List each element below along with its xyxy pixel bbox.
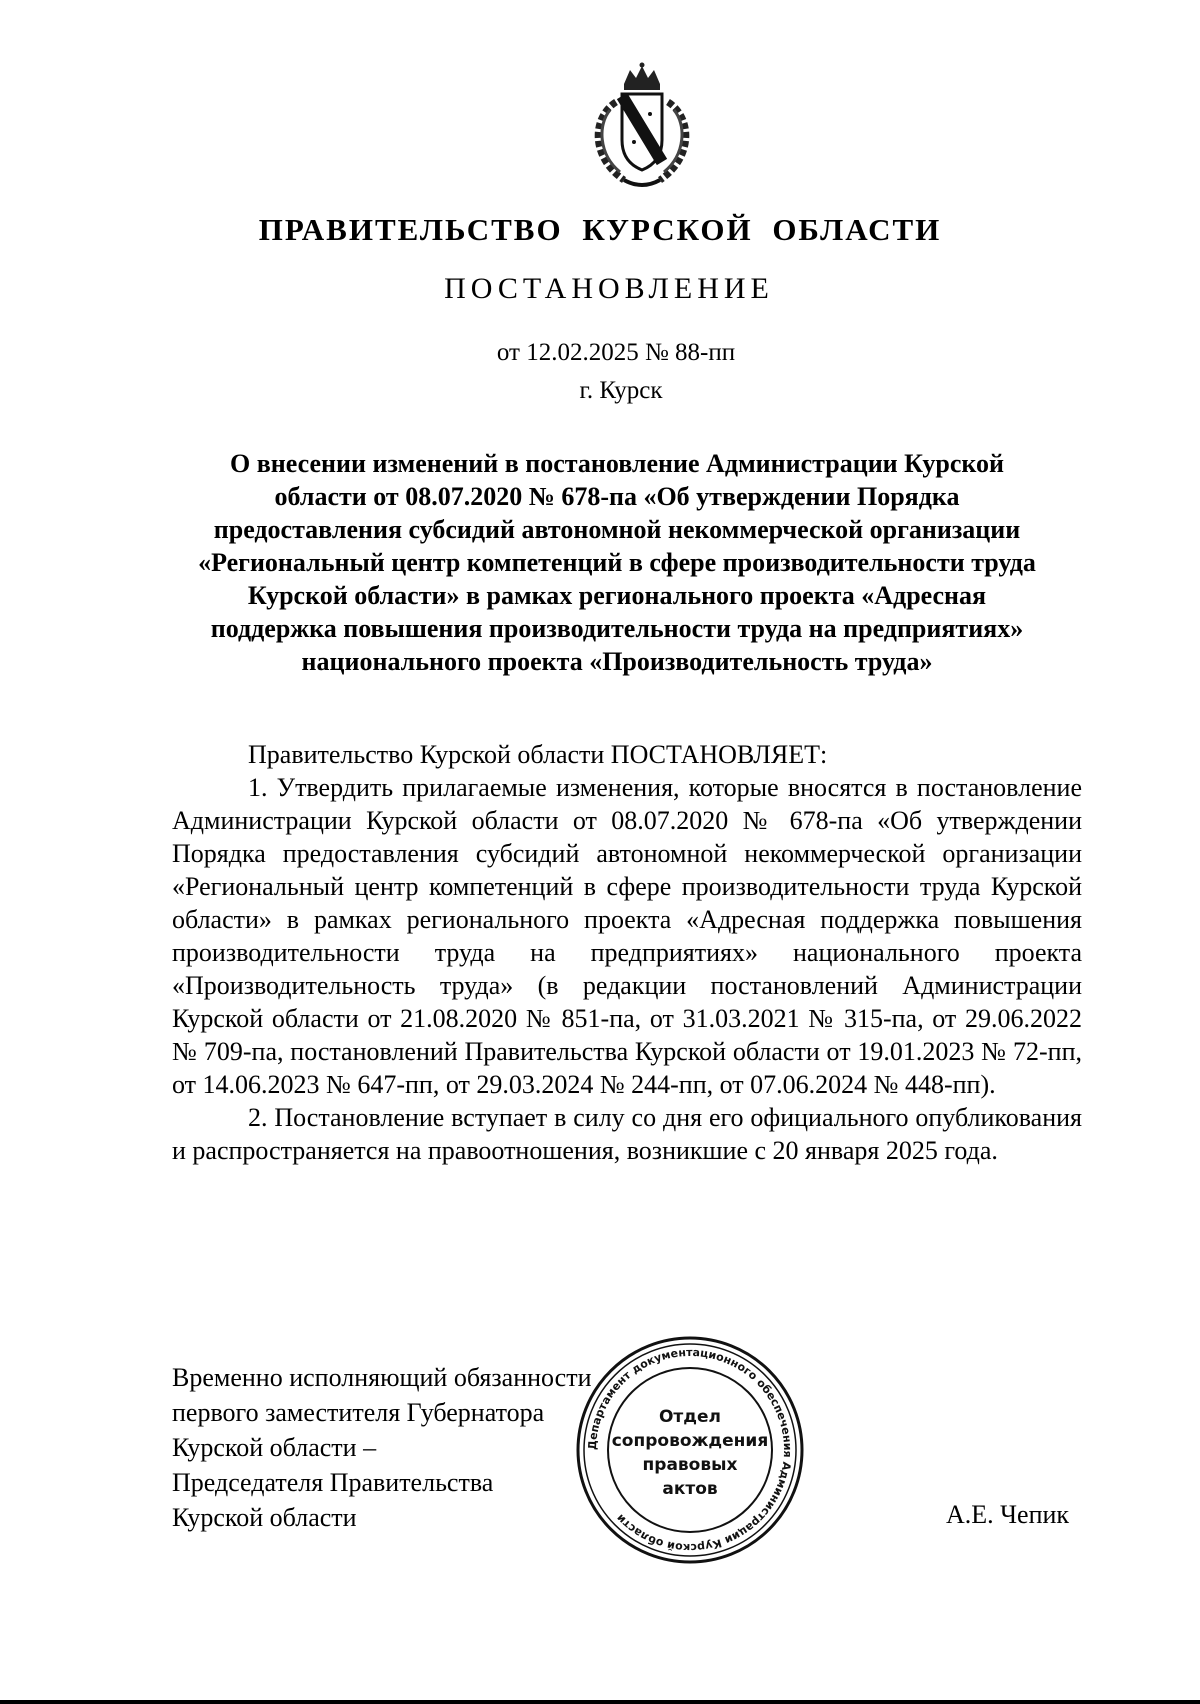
signatory-position-line: Временно исполняющий обязанности bbox=[172, 1363, 592, 1392]
signatory-position-line: Курской области – bbox=[172, 1433, 377, 1462]
signatory-position-line: первого заместителя Губернатора bbox=[172, 1398, 545, 1427]
decree-city: г. Курск bbox=[579, 377, 663, 404]
subject-line: предоставления субсидий автономной некоммерческой организации bbox=[213, 515, 1021, 544]
subject-line: области от 08.07.2020 № 678-па «Об утверждении Порядка bbox=[274, 482, 960, 511]
signatory-position-line: Председателя Правительства bbox=[172, 1468, 494, 1497]
stamp-ring-text: Департамент документационного обеспечения Администрации Курской области bbox=[585, 1345, 795, 1555]
subject-line: «Региональный центр компетенций в сфере производительности труда bbox=[198, 548, 1036, 577]
subject-line: поддержка повышения производительности труда на предприятиях» bbox=[210, 614, 1024, 643]
document-type-title: ПОСТАНОВЛЕНИЕ bbox=[444, 272, 774, 305]
body-item-2: 2. Постановление вступает в силу со дня его официального опубликования и распространяется на правоотношения, возникшие с 20 января 2025 года. bbox=[172, 1103, 1082, 1165]
coat-of-arms-emblem bbox=[572, 62, 712, 192]
official-stamp bbox=[570, 1330, 810, 1570]
stamp-center-line: правовых bbox=[642, 1455, 738, 1475]
decree-subject bbox=[160, 447, 1074, 678]
subject-line: О внесении изменений в постановление Администрации Курской bbox=[230, 449, 1004, 478]
government-title: ПРАВИТЕЛЬСТВО КУРСКОЙ ОБЛАСТИ bbox=[258, 212, 942, 247]
signatory-name: А.Е. Чепик bbox=[946, 1500, 1070, 1529]
signatory-position-line: Курской области bbox=[172, 1503, 357, 1532]
body-intro: Правительство Курской области ПОСТАНОВЛЯЕТ: bbox=[248, 740, 828, 769]
page-bottom-edge bbox=[0, 1700, 1200, 1704]
decree-date-number: от 12.02.2025 № 88-пп bbox=[496, 339, 736, 366]
stamp-center-line: актов bbox=[662, 1479, 718, 1499]
stamp-center-line: сопровождения bbox=[611, 1431, 769, 1451]
subject-line: Курской области» в рамках регионального проекта «Адресная bbox=[247, 581, 987, 610]
decree-body bbox=[172, 738, 1082, 1167]
stamp-center-line: Отдел bbox=[658, 1407, 722, 1427]
subject-line: национального проекта «Производительность труда» bbox=[301, 647, 933, 676]
body-item-1: 1. Утвердить прилагаемые изменения, которые вносятся в постановление Администрации Курской области от 08.07.2020 № 678-па «Об утверждении Порядка предоставления субсидий автономной некоммерческой организации «Региональный центр компетенций в сфере производительности труда Курской области» в рамках регионального проекта «Адресная поддержка повышения производительности труда на предприятиях» национального проекта «Производительность труда» (в редакции постановлений Администрации Курской области от 21.08.2020 № 851-па, от 31.03.2021 № 315-па, от 29.06.2022 № 709-па, постановлений Правительства Курской области от 19.01.2023 № 72-пп, от 14.06.2023 № 647-пп, от 29.03.2024 № 244-пп, от 07.06.2024 № 448-пп). bbox=[172, 773, 1082, 1099]
